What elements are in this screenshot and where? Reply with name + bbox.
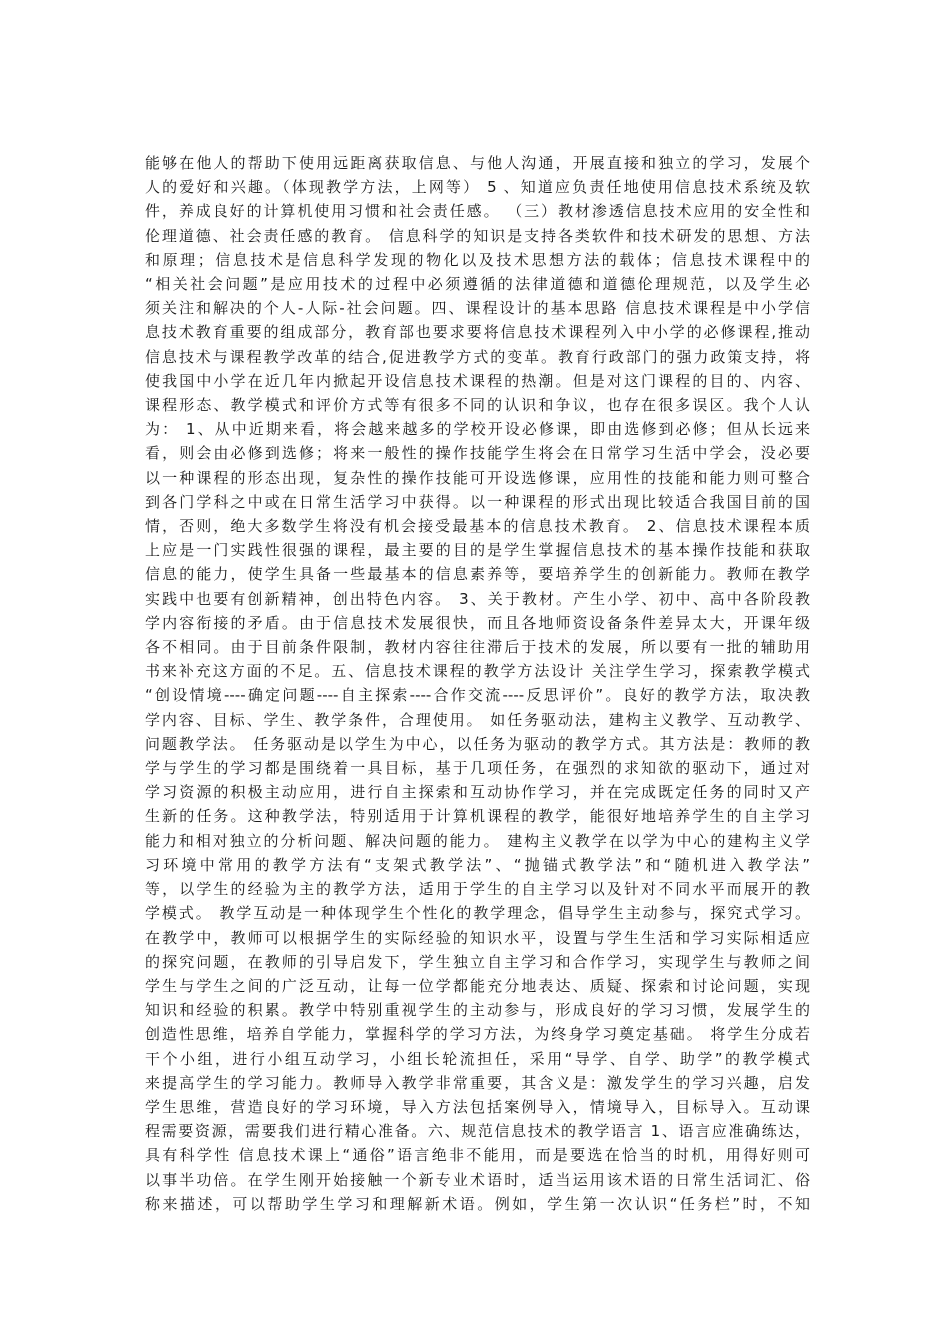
text-line: 信息的能力，使学生具备一些最基本的信息素养等，要培养学生的创新能力。教师在教学 bbox=[145, 565, 810, 584]
text-line: 信息技术与课程教学改革的结合,促进教学方式的变革。教育行政部门的强力政策支持，将 bbox=[145, 347, 810, 366]
text-line: 课程形态、教学模式和评价方式等有很多不同的认识和争议，也存在很多误区。我个人认 bbox=[145, 396, 810, 415]
text-line: 学模式。 教学互动是一种体现学生个性化的教学理念，倡导学生主动参与，探究式学习。 bbox=[145, 904, 810, 923]
text-line: 等，以学生的经验为主的教学方法，适用于学生的自主学习以及针对不同水平而展开的教 bbox=[145, 880, 810, 899]
text-line: 息技术教育重要的组成部分，教育部也要求要将信息技术课程列入中小学的必修课程,推动 bbox=[145, 323, 810, 342]
text-line: 书来补充这方面的不足。五、信息技术课程的教学方法设计 关注学生学习，探索教学模式 bbox=[145, 662, 810, 681]
text-line: 各不相同。由于目前条件限制，教材内容往往滞后于技术的发展，所以要有一批的辅助用 bbox=[145, 638, 810, 657]
text-line: 称来描述，可以帮助学生学习和理解新术语。例如，学生第一次认识“任务栏”时，不知 bbox=[145, 1194, 810, 1213]
text-line: 学内容衔接的矛盾。由于信息技术发展很快，而且各地师资设备条件差异太大，开课年级 bbox=[145, 613, 810, 632]
text-line: 知识和经验的积累。教学中特别重视学生的主动参与，形成良好的学习习惯，发展学生的 bbox=[145, 1001, 810, 1020]
text-line: 问题教学法。 任务驱动是以学生为中心，以任务为驱动的教学方式。其方法是：教师的教 bbox=[145, 734, 810, 753]
text-line: 件，养成良好的计算机使用习惯和社会责任感。 （三）教材渗透信息技术应用的安全性和 bbox=[145, 202, 810, 221]
text-line: 以事半功倍。在学生刚开始接触一个新专业术语时，适当运用该术语的日常生活词汇、俗 bbox=[145, 1170, 810, 1189]
text-line: 伦理道德、社会责任感的教育。 信息科学的知识是支持各类软件和技术研发的思想、方法 bbox=[145, 226, 810, 245]
text-line: 以一种课程的形态出现，复杂性的操作技能可开设选修课，应用性的技能和能力则可整合 bbox=[145, 468, 810, 487]
text-line: 学生与学生之间的广泛互动，让每一位学都能充分地表达、质疑、探索和讨论问题，实现 bbox=[145, 976, 810, 995]
text-line: 程需要资源，需要我们进行精心准备。六、规范信息技术的教学语言 1、语言应准确练达， bbox=[145, 1122, 810, 1141]
text-line: 创造性思维，培养自学能力，掌握科学的学习方法，为终身学习奠定基础。 将学生分成若 bbox=[145, 1025, 810, 1044]
text-line: 和原理；信息技术是信息科学发现的物化以及技术思想方法的载体；信息技术课程中的 bbox=[145, 250, 810, 269]
text-line: 学习资源的积极主动应用，进行自主探索和互动协作学习，并在完成既定任务的同时又产 bbox=[145, 783, 810, 802]
text-line: 为： 1、从中近期来看，将会越来越多的学校开设必修课，即由选修到必修；但从长远来 bbox=[145, 420, 810, 439]
text-line: 的探究问题，在教师的引导启发下，学生独立自主学习和合作学习，实现学生与教师之间 bbox=[145, 952, 810, 971]
text-line: 使我国中小学在近几年内掀起开设信息技术课程的热潮。但是对这门课程的目的、内容、 bbox=[145, 371, 810, 390]
text-line: 生新的任务。这种教学法，特别适用于计算机课程的教学，能很好地培养学生的自主学习 bbox=[145, 807, 810, 826]
text-line: 学生思维，营造良好的学习环境，导入方法包括案例导入，情境导入，目标导入。互动课 bbox=[145, 1097, 810, 1116]
text-line: 到各门学科之中或在日常生活学习中获得。以一种课程的形式出现比较适合我国目前的国 bbox=[145, 492, 810, 511]
text-line: 具有科学性 信息技术课上“通俗”语言绝非不能用，而是要选在恰当的时机，用得好则可 bbox=[145, 1146, 810, 1165]
text-line: 学与学生的学习都是围绕着一具目标，基于几项任务，在强烈的求知欲的驱动下，通过对 bbox=[145, 759, 810, 778]
text-line: 能够在他人的帮助下使用远距离获取信息、与他人沟通，开展直接和独立的学习，发展个 bbox=[145, 154, 810, 172]
text-line: 看，则会由必修到选修；将来一般性的操作技能学生将会在日常学习生活中学会，没必要 bbox=[145, 444, 810, 463]
text-line: 学内容、目标、学生、教学条件，合理使用。 如任务驱动法，建构主义教学、互动教学、 bbox=[145, 710, 810, 729]
text-line: 干个小组，进行小组互动学习，小组长轮流担任，采用“导学、自学、助学”的教学模式 bbox=[145, 1049, 810, 1068]
text-line: 习环境中常用的教学方法有“支架式教学法”、“抛锚式教学法”和“随机进入教学法” bbox=[145, 855, 810, 874]
text-line: 来提高学生的学习能力。教师导入教学非常重要，其含义是：激发学生的学习兴趣，启发 bbox=[145, 1073, 810, 1092]
text-line: 在教学中，教师可以根据学生的实际经验的知识水平，设置与学生生活和学习实际相适应 bbox=[145, 928, 810, 947]
text-line: “相关社会问题”是应用技术的过程中必须遵循的法律道德和道德伦理规范，以及学生必 bbox=[145, 275, 810, 294]
text-line: 实践中也要有创新精神，创出特色内容。 3、关于教材。产生小学、初中、高中各阶段教 bbox=[145, 589, 810, 608]
text-line: 须关注和解决的个人-人际-社会问题。四、课程设计的基本思路 信息技术课程是中小学信 bbox=[145, 299, 810, 318]
text-line: 能力和相对独立的分析问题、解决问题的能力。 建构主义教学在以学为中心的建构主义学 bbox=[145, 831, 810, 850]
text-line: 情，否则，绝大多数学生将没有机会接受最基本的信息技术教育。 2、信息技术课程本质 bbox=[145, 517, 810, 536]
body-text bbox=[145, 151, 810, 1216]
text-line: 人的爱好和兴趣。（体现教学方法，上网等） 5 、知道应负责任地使用信息技术系统及软 bbox=[145, 178, 810, 197]
text-line: “创设情境----确定问题----自主探索----合作交流----反思评价”。良好的教学方法，取决教 bbox=[145, 686, 810, 705]
text-line: 上应是一门实践性很强的课程，最主要的目的是学生掌握信息技术的基本操作技能和获取 bbox=[145, 541, 810, 560]
